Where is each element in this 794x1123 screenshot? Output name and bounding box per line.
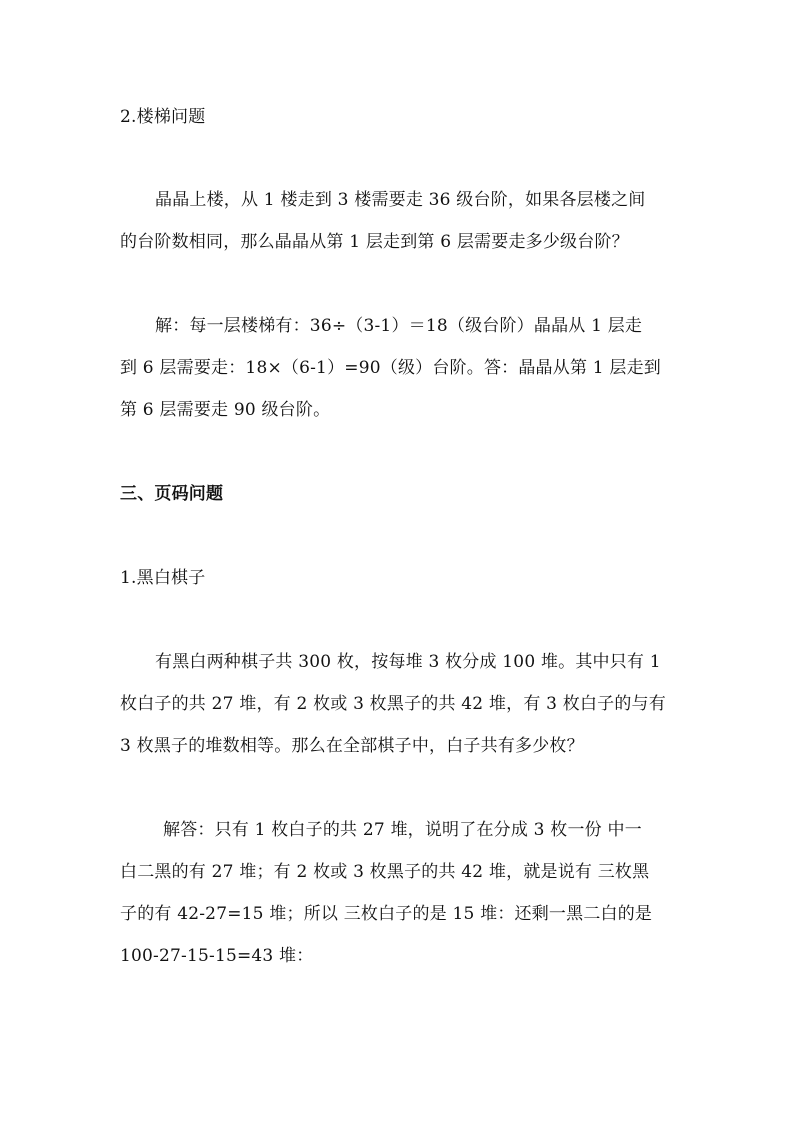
section-heading: 三、页码问题 [120, 484, 224, 504]
chess-problem-line: 枚白子的共 27 堆，有 2 枚或 3 枚黑子的共 42 堆，有 3 枚白子的与有 [120, 694, 666, 714]
stair-solution-line: 第 6 层需要走 90 级台阶。 [120, 400, 331, 420]
chess-answer-line: 解答：只有 1 枚白子的共 27 堆，说明了在分成 3 枚一份 中一 [163, 820, 642, 840]
stair-problem-line: 晶晶上楼，从 1 楼走到 3 楼需要走 36 级台阶，如果各层楼之间 [155, 190, 646, 210]
stair-problem-title: 2.楼梯问题 [120, 107, 206, 127]
chess-answer-line: 白二黑的有 27 堆；有 2 枚或 3 枚黑子的共 42 堆，就是说有 三枚黑 [120, 862, 650, 882]
stair-solution-line: 解：每一层楼梯有：36÷（3-1）＝18（级台阶）晶晶从 1 层走 [155, 316, 643, 336]
chess-problem-title: 1.黑白棋子 [120, 568, 206, 588]
chess-answer-line: 100-27-15-15=43 堆： [120, 946, 314, 966]
chess-problem-line: 3 枚黑子的堆数相等。那么在全部棋子中，白子共有多少枚？ [120, 736, 584, 756]
chess-answer-line: 子的有 42-27=15 堆；所以 三枚白子的是 15 堆：还剩一黑二白的是 [120, 904, 653, 924]
chess-problem-line: 有黑白两种棋子共 300 枚，按每堆 3 枚分成 100 堆。其中只有 1 [155, 652, 661, 672]
stair-problem-line: 的台阶数相同，那么晶晶从第 1 层走到第 6 层需要走多少级台阶？ [120, 232, 629, 252]
stair-solution-line: 到 6 层需要走：18×（6-1）=90（级）台阶。答：晶晶从第 1 层走到 [120, 358, 661, 378]
